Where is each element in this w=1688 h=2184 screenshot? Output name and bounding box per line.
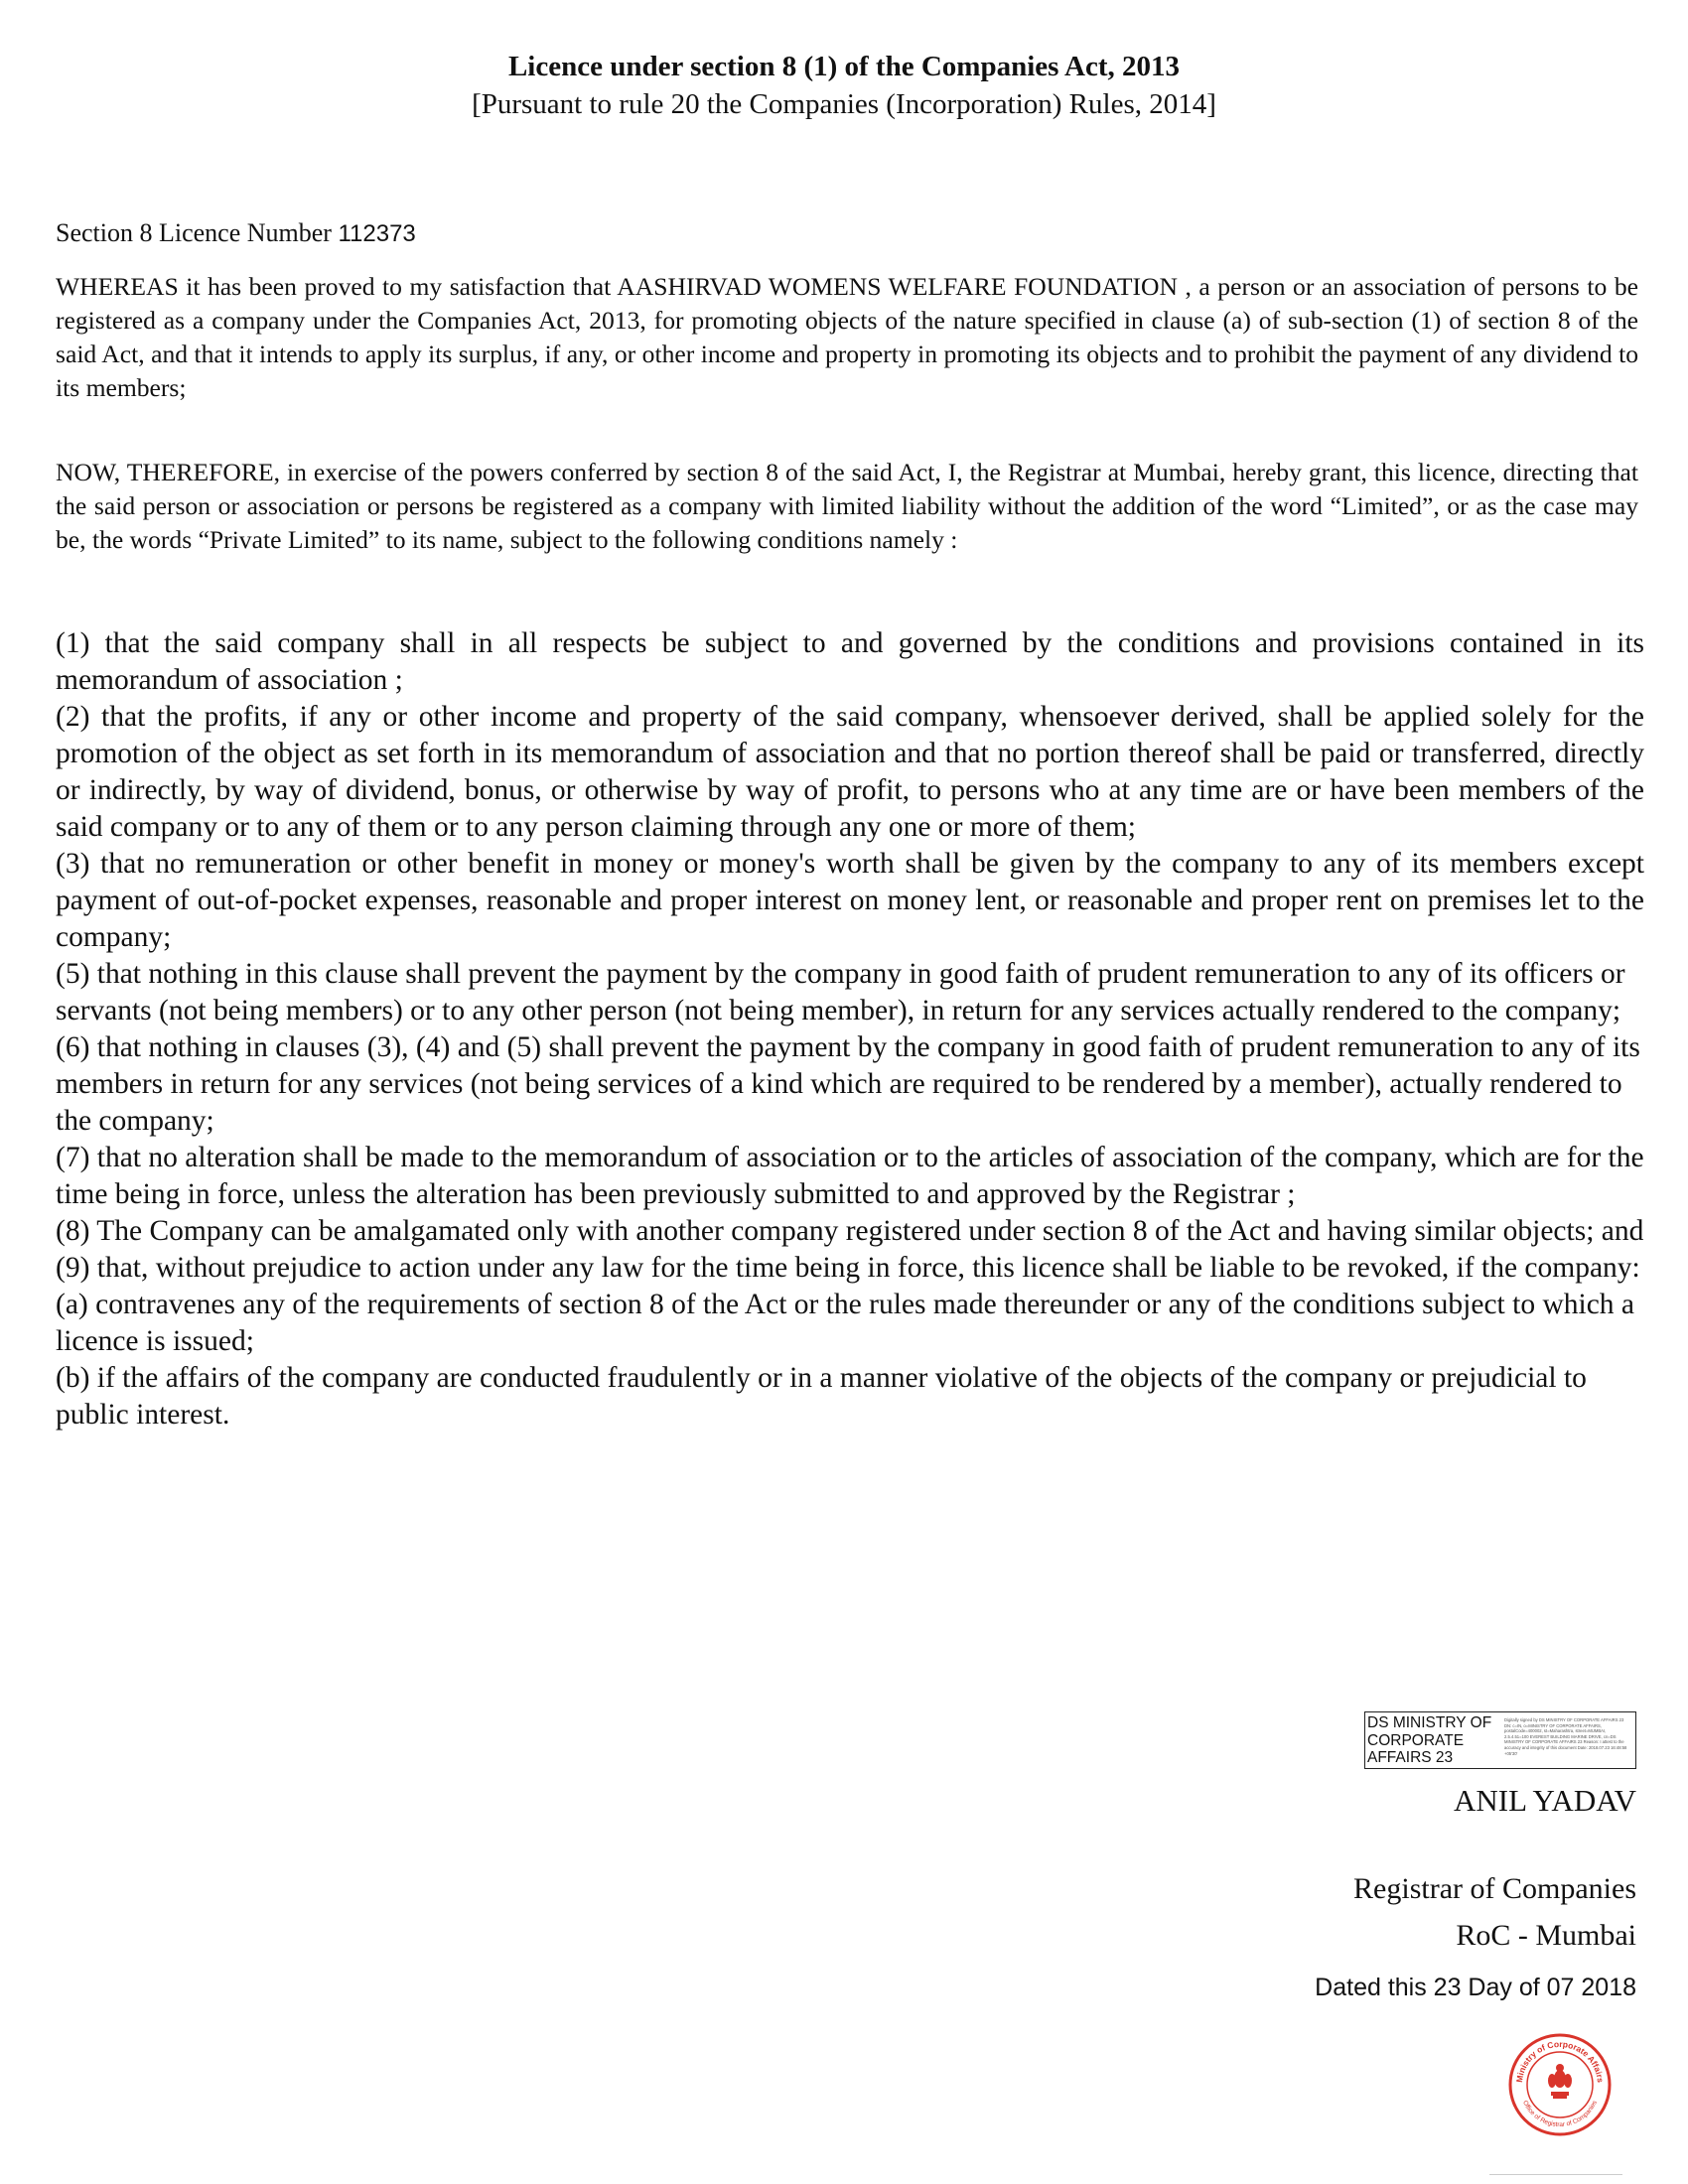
licence-number: 112373 xyxy=(338,220,416,247)
condition-item: (1) that the said company shall in all respects be subject to and governed by the conditions and provisions contained in its memorandum of association ; xyxy=(56,627,1644,696)
signer-line: AFFAIRS 23 xyxy=(1367,1749,1454,1766)
condition-item: (5) that nothing in this clause shall prevent the payment by the company in good faith of prudent remuneration to any of its officers or servants (not being members) or to any other person (not being member), in return for any services actually rendered to the company; xyxy=(56,958,1625,1026)
condition-item: (b) if the affairs of the company are conducted fraudulently or in a manner violative of the objects of the company or prejudicial to public interest. xyxy=(56,1362,1587,1431)
date-line: Dated this 23 Day of 07 2018 xyxy=(1315,1974,1636,2001)
document-title: Licence under section 8 (1) of the Companies Act, 2013 xyxy=(507,51,1181,82)
condition-item: (2) that the profits, if any or other income and property of the said company, whensoever derived, shall be applied solely for the promotion of the object as set forth in its memorandum of association and that no portion thereof shall be paid or transferred, directly or indirectly, by way of dividend, bonus, or otherwise by way of profit, to persons who at any time are or have been members of the said company or to any of them or to any person claiming through any one or more of them; xyxy=(56,701,1644,843)
signatory-name: ANIL YADAV xyxy=(1454,1783,1636,1818)
conditions-list xyxy=(56,625,1644,1433)
signer-line: CORPORATE xyxy=(1367,1731,1465,1749)
condition-item: (a) contravenes any of the requirements of section 8 of the Act or the rules made thereunder or any of the conditions subject to which a licence is issued; xyxy=(56,1289,1635,1357)
footer-divider xyxy=(1489,2174,1622,2175)
svg-text:Office of Registrar of Compani: Office of Registrar of Companies xyxy=(1521,2099,1599,2129)
licence-number-label: Section 8 Licence Number xyxy=(56,218,332,247)
now-therefore-paragraph: NOW, THEREFORE, in exercise of the powers conferred by section 8 of the said Act, I, the Registrar at Mumbai, hereby grant, this licence, directing that the said person or association or persons be registered as a company with limited liability without the addition of the word “Limited”, or as the case may be, the words “Private Limited” to its name, subject to the following conditions namely : xyxy=(56,458,1638,554)
official-seal-icon xyxy=(1507,2032,1613,2137)
emblem-icon xyxy=(1548,2064,1572,2099)
condition-item: (8) The Company can be amalgamated only with another company registered under section 8 of the Act and having similar objects; and xyxy=(56,1215,1644,1247)
svg-text:Ministry of Corporate Affairs: Ministry of Corporate Affairs xyxy=(1513,2038,1606,2084)
licence-number-line xyxy=(56,216,416,251)
signatory-office: RoC - Mumbai xyxy=(1456,1919,1636,1952)
signatory-designation: Registrar of Companies xyxy=(1353,1872,1636,1905)
signer-line: DS MINISTRY OF xyxy=(1367,1714,1492,1731)
signature-details: Digitally signed by DS MINISTRY OF CORPORATE AFFAIRS 23 DN: c=IN, o=MINISTRY OF CORPORATE AFFAIRS, postalCode=400002, st=Maharashtra, street=MUMBAI, 2.5.4.51=100 EVEREST BUILDING MARINE DRIVE, cn=DS MINISTRY OF CORPORATE AFFAIRS 23 Reason: I attest to the accuracy and integrity of this document Date: 2018.07.23 16:48:58 +05'30' xyxy=(1504,1717,1627,1756)
whereas-paragraph: WHEREAS it has been proved to my satisfaction that AASHIRVAD WOMENS WELFARE FOUNDATION , a person or an association of persons to be registered as a company under the Companies Act, 2013, for promoting objects of the nature specified in clause (a) of sub-section (1) of section 8 of the said Act, and that it intends to apply its surplus, if any, or other income and property in promoting its objects and to prohibit the payment of any dividend to its members; xyxy=(56,272,1638,402)
condition-item: (6) that nothing in clauses (3), (4) and (5) shall prevent the payment by the company in good faith of prudent remuneration to any of its members in return for any services (not being services of a kind which are required to be rendered by a member), actually rendered to the company; xyxy=(56,1031,1640,1137)
document-subtitle: [Pursuant to rule 20 the Companies (Incorporation) Rules, 2014] xyxy=(472,88,1216,120)
condition-item: (7) that no alteration shall be made to the memorandum of association or to the articles of association of the company, which are for the time being in force, unless the alteration has been previously submitted to and approved by the Registrar ; xyxy=(56,1142,1644,1210)
condition-item: (3) that no remuneration or other benefit in money or money's worth shall be given by the company to any of its members except payment of out-of-pocket expenses, reasonable and proper interest on money lent, or reasonable and proper rent on premises let to the company; xyxy=(56,848,1644,953)
signer-name-block xyxy=(1365,1712,1500,1768)
digital-signature-box[interactable] xyxy=(1364,1711,1636,1769)
condition-item: (9) that, without prejudice to action under any law for the time being in force, this licence shall be liable to be revoked, if the company: xyxy=(56,1252,1640,1284)
